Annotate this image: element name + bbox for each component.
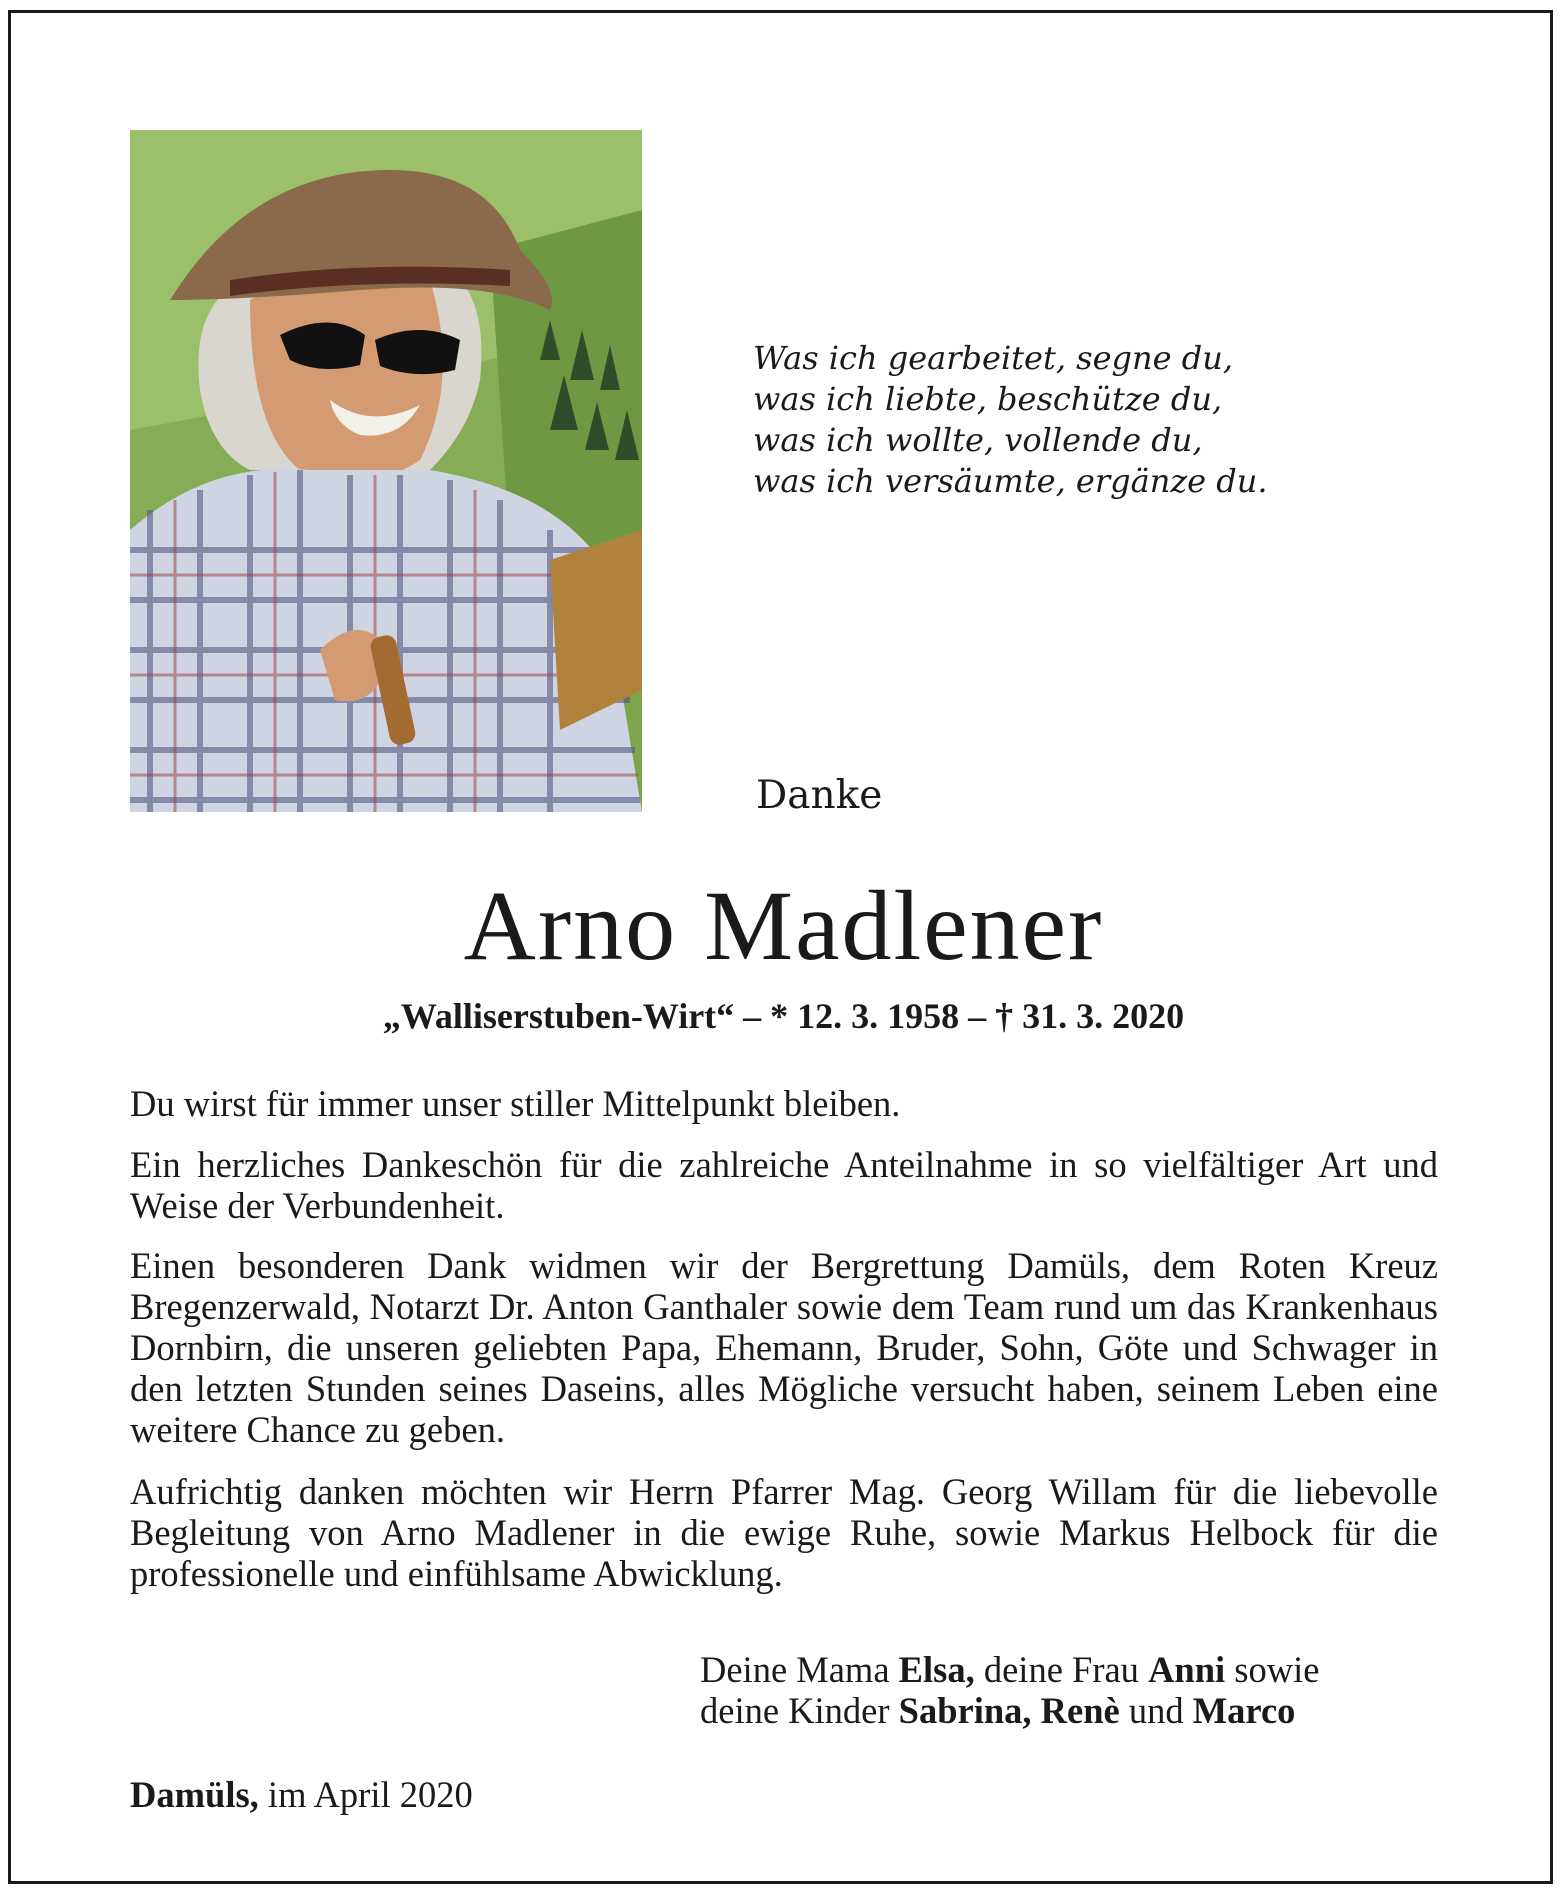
danke-label: Danke <box>756 773 883 818</box>
place-town: Damüls, <box>130 1774 259 1815</box>
sig-name-marco: Marco <box>1192 1690 1296 1731</box>
paragraph-4: Aufrichtig danken möchten wir Herrn Pfarrer Mag. Georg Willam für die liebevolle Begleitung von Arno Madlener in die ewige Ruhe, sowie Markus Helbock für die professionelle und einfühlsame Abwicklung. <box>130 1471 1438 1594</box>
sig-text: deine Kinder <box>700 1690 899 1731</box>
sig-text: Deine Mama <box>700 1649 899 1690</box>
life-dates: – * 12. 3. 1958 – † 31. 3. 2020 <box>734 996 1185 1036</box>
sig-text: sowie <box>1225 1649 1320 1690</box>
poem-line: was ich liebte, beschütze du, <box>753 380 1223 418</box>
paragraph-3: Einen besonderen Dank widmen wir der Bergrettung Damüls, dem Roten Kreuz Bregenzerwald, Notarzt Dr. Anton Ganthaler sowie dem Team rund um das Krankenhaus Dornbirn, die unseren geliebten Papa, Ehemann, Bruder, Sohn, Göte und Schwager in den letzten Stunden seines Daseins, alles Mögliche versucht haben, seinem Leben eine weitere Chance zu geben. <box>130 1245 1438 1450</box>
sig-name-anni: Anni <box>1148 1649 1226 1690</box>
signature <box>700 1649 1460 1731</box>
place-date-text: im April 2020 <box>258 1774 473 1815</box>
subtitle-dates <box>0 995 1567 1037</box>
sig-names-children: Sabrina, Renè <box>898 1690 1120 1731</box>
sig-name-elsa: Elsa, <box>898 1649 975 1690</box>
paragraph-1: Du wirst für immer unser stiller Mittelpunkt bleiben. <box>130 1083 901 1124</box>
paragraph-2: Ein herzliches Dankeschön für die zahlreiche Anteilnahme in so vielfältiger Art und Weise der Verbundenheit. <box>130 1144 1438 1226</box>
deceased-name: Arno Madlener <box>463 870 1104 981</box>
signature-line-1 <box>700 1649 1460 1690</box>
signature-line-2 <box>700 1690 1460 1731</box>
poem-line: was ich wollte, vollende du, <box>753 421 1203 459</box>
sig-text: deine Frau <box>974 1649 1149 1690</box>
nickname: „Walliserstuben-Wirt“ <box>382 996 735 1036</box>
portrait-photo <box>130 130 642 812</box>
poem-line: Was ich gearbeitet, segne du, <box>753 339 1233 377</box>
place-date <box>130 1774 473 1815</box>
poem-line: was ich versäumte, ergänze du. <box>753 462 1268 500</box>
sig-text: und <box>1119 1690 1193 1731</box>
portrait-illustration <box>130 130 642 812</box>
poem <box>753 338 1453 502</box>
